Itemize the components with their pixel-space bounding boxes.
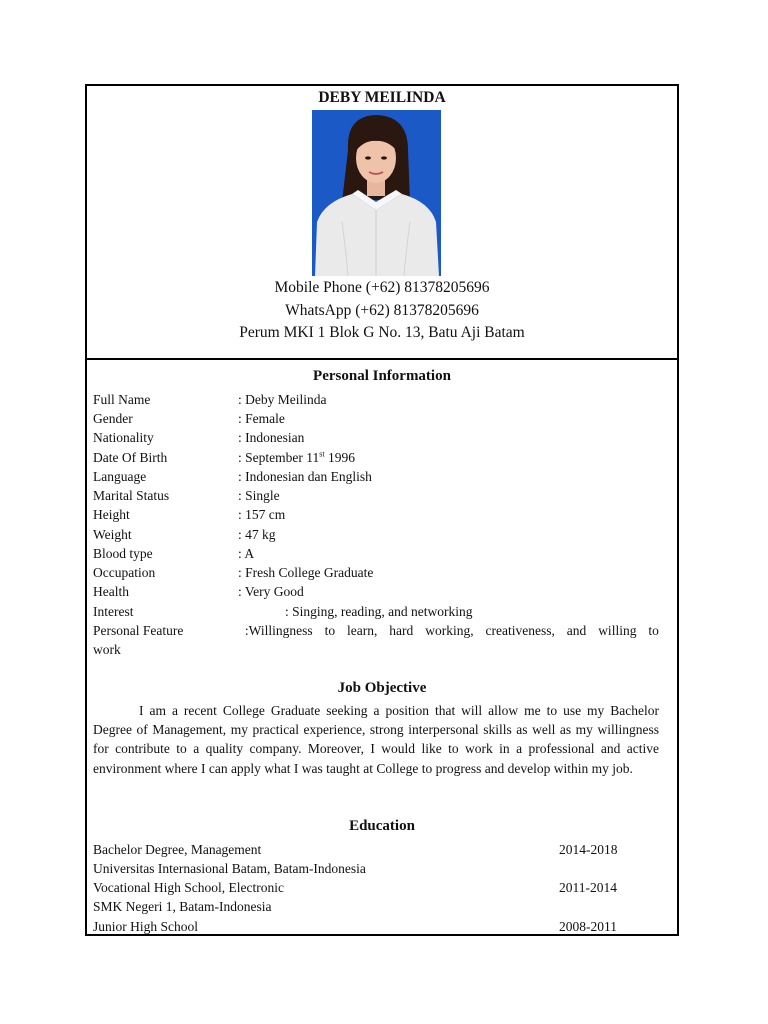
- education-row: [93, 840, 659, 859]
- info-row-interest: [93, 602, 663, 621]
- info-label: Health: [93, 584, 129, 599]
- feature-word: willing: [598, 623, 637, 638]
- section-title-education: Education: [349, 818, 415, 834]
- info-label: Date Of Birth: [93, 450, 168, 465]
- info-row-occupation: [93, 563, 663, 582]
- section-title-personal: Personal Information: [313, 368, 451, 384]
- job-objective-text: I am a recent College Graduate seeking a position that will allow me to use my Bachelor Degree of Management, my practical experience, strong interpersonal skills as well as my willingness for contribute to a quality company. Moreover, I would like to work in a professional and active environment where I can apply what I was taught at College to progress and develop within my job.: [93, 703, 659, 776]
- header-divider: [87, 358, 677, 360]
- info-row-personal-feature: [93, 621, 659, 659]
- feature-word: :Willingness: [244, 623, 313, 638]
- info-label: Personal Feature: [93, 623, 184, 638]
- info-label: Marital Status: [93, 488, 170, 503]
- info-row-full-name: [93, 390, 663, 409]
- info-value: : Very Good: [238, 584, 304, 599]
- info-label: Occupation: [93, 565, 156, 580]
- info-label: Height: [93, 507, 130, 522]
- feature-word: learn,: [347, 623, 378, 638]
- address: Perum MKI 1 Blok G No. 13, Batu Aji Batam: [239, 324, 525, 341]
- education-row: [93, 917, 659, 936]
- info-value: : Fresh College Graduate: [238, 565, 374, 580]
- feature-word: creativeness,: [485, 623, 555, 638]
- feature-word: to: [324, 623, 336, 638]
- info-row-blood-type: [93, 544, 663, 563]
- info-label: Full Name: [93, 392, 151, 407]
- feature-word: and: [566, 623, 587, 638]
- info-label: Weight: [93, 527, 132, 542]
- education-row: [93, 897, 659, 916]
- info-row-height: [93, 505, 663, 524]
- mobile-phone: Mobile Phone (+62) 81378205696: [274, 279, 490, 296]
- education-years: 2008-2011: [559, 919, 617, 934]
- info-row-weight: [93, 525, 663, 544]
- info-value: : Female: [238, 411, 285, 426]
- personal-feature-line: [93, 621, 659, 640]
- whatsapp-number: WhatsApp (+62) 81378205696: [285, 302, 479, 319]
- info-value: : 157 cm: [238, 507, 286, 522]
- info-value: : 47 kg: [238, 527, 276, 542]
- info-value: : Indonesian: [238, 430, 305, 445]
- education-years: 2014-2018: [559, 842, 618, 857]
- info-value: : A: [238, 546, 255, 561]
- candidate-name: DEBY MEILINDA: [318, 89, 446, 106]
- feature-word: working,: [425, 623, 474, 638]
- info-row-nationality: [93, 428, 663, 447]
- education-entry: Bachelor Degree, Management: [93, 842, 262, 857]
- personal-feature-continuation: work: [93, 642, 121, 657]
- info-label: Gender: [93, 411, 133, 426]
- info-value: : Single: [238, 488, 280, 503]
- education-entry: Junior High School: [93, 919, 199, 934]
- resume-page: [85, 84, 679, 936]
- dob-prefix: : September 11: [238, 450, 320, 465]
- info-row-marital-status: [93, 486, 663, 505]
- info-label: Blood type: [93, 546, 153, 561]
- info-label: Interest: [93, 604, 134, 619]
- dob-ordinal: st: [319, 449, 325, 459]
- dob-year: 1996: [324, 450, 355, 465]
- info-row-health: [93, 582, 663, 601]
- section-title-job-objective: Job Objective: [337, 680, 427, 696]
- info-value: : Indonesian dan English: [238, 469, 372, 484]
- education-row: [93, 859, 659, 878]
- feature-word: to: [648, 623, 659, 638]
- info-value: : Deby Meilinda: [238, 392, 327, 407]
- education-entry: Vocational High School, Electronic: [93, 880, 284, 895]
- info-label: Nationality: [93, 430, 154, 445]
- info-row-gender: [93, 409, 663, 428]
- education-row: [93, 878, 659, 897]
- education-years: 2011-2014: [559, 880, 617, 895]
- profile-photo: [312, 110, 441, 276]
- education-entry: SMK Negeri 1, Batam-Indonesia: [93, 899, 272, 914]
- info-value: [238, 448, 355, 467]
- info-label: Language: [93, 469, 147, 484]
- feature-word: hard: [389, 623, 414, 638]
- resume-header: [87, 86, 677, 359]
- education-entry: Universitas Internasional Batam, Batam-Indonesia: [93, 861, 366, 876]
- info-row-language: [93, 467, 663, 486]
- info-row-date-of-birth: [93, 448, 663, 467]
- info-value: : Singing, reading, and networking: [285, 604, 473, 619]
